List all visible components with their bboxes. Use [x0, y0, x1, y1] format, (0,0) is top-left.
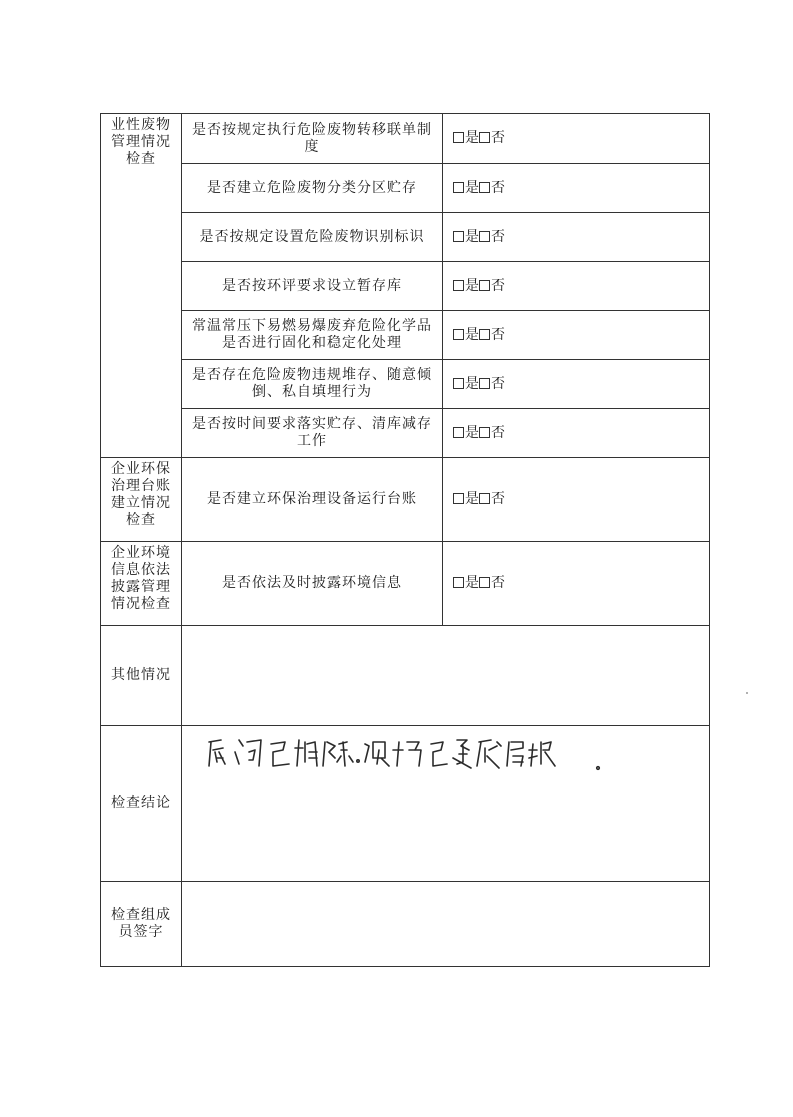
table-row — [101, 114, 710, 164]
no-label: 否 — [491, 179, 505, 196]
table-row — [101, 213, 710, 262]
other-value-cell[interactable] — [182, 626, 710, 726]
yes-label: 是 — [465, 375, 479, 392]
table-row — [101, 262, 710, 311]
no-label: 否 — [491, 375, 505, 392]
question-storage-clearance: 是否按时间要求落实贮存、清库减存工作 — [182, 409, 443, 458]
no-checkbox[interactable] — [479, 182, 490, 193]
handwritten-conclusion — [205, 728, 605, 778]
yes-checkbox[interactable] — [453, 182, 464, 193]
no-checkbox[interactable] — [479, 132, 490, 143]
no-label: 否 — [491, 130, 505, 146]
yes-checkbox[interactable] — [453, 493, 464, 504]
yes-label: 是 — [465, 228, 479, 245]
yes-checkbox[interactable] — [453, 378, 464, 389]
no-checkbox[interactable] — [479, 280, 490, 291]
no-checkbox[interactable] — [479, 577, 490, 588]
no-checkbox[interactable] — [479, 427, 490, 438]
yes-label: 是 — [465, 491, 479, 507]
yes-label: 是 — [465, 575, 479, 591]
no-label: 否 — [491, 277, 505, 294]
yes-no-options — [443, 262, 710, 311]
category-hazardous-waste: 业性废物管理情况检查 — [101, 114, 182, 458]
yes-checkbox[interactable] — [453, 280, 464, 291]
table-row — [101, 409, 710, 458]
question-transfer-manifest: 是否按规定执行危险废物转移联单制度 — [182, 114, 443, 164]
table-row — [101, 458, 710, 542]
question-illegal-dumping: 是否存在危险废物违规堆存、随意倾倒、私自填埋行为 — [182, 360, 443, 409]
no-label: 否 — [491, 424, 505, 441]
no-label: 否 — [491, 326, 505, 343]
yes-label: 是 — [465, 326, 479, 343]
conclusion-label: 检查结论 — [101, 726, 182, 882]
yes-checkbox[interactable] — [453, 427, 464, 438]
yes-label: 是 — [465, 424, 479, 441]
question-info-disclosure: 是否依法及时披露环境信息 — [182, 542, 443, 626]
table-row — [101, 542, 710, 626]
yes-no-options — [443, 114, 710, 164]
no-checkbox[interactable] — [479, 493, 490, 504]
yes-no-options — [443, 542, 710, 626]
signature-label: 检查组成员签字 — [101, 882, 182, 967]
yes-checkbox[interactable] — [453, 577, 464, 588]
yes-label: 是 — [465, 130, 479, 146]
yes-no-options — [443, 213, 710, 262]
yes-no-options — [443, 409, 710, 458]
scan-speck — [746, 692, 748, 694]
question-identification-marks: 是否按规定设置危险废物识别标识 — [182, 213, 443, 262]
signature-value-cell[interactable] — [182, 882, 710, 967]
yes-no-options — [443, 311, 710, 360]
no-checkbox[interactable] — [479, 378, 490, 389]
table-row — [101, 311, 710, 360]
category-env-disclosure: 企业环境信息依法披露管理情况检查 — [101, 542, 182, 626]
yes-checkbox[interactable] — [453, 329, 464, 340]
table-row — [101, 360, 710, 409]
yes-checkbox[interactable] — [453, 132, 464, 143]
question-temporary-storage: 是否按环评要求设立暂存库 — [182, 262, 443, 311]
category-env-ledger: 企业环保治理台账建立情况检查 — [101, 458, 182, 542]
table-row — [101, 626, 710, 726]
table-row — [101, 882, 710, 967]
no-label: 否 — [491, 491, 505, 507]
no-label: 否 — [491, 228, 505, 245]
yes-checkbox[interactable] — [453, 231, 464, 242]
no-checkbox[interactable] — [479, 231, 490, 242]
inspection-form-table — [100, 113, 710, 967]
yes-label: 是 — [465, 277, 479, 294]
table-row — [101, 164, 710, 213]
question-classified-storage: 是否建立危险废物分类分区贮存 — [182, 164, 443, 213]
question-solidification: 常温常压下易燃易爆废弃危险化学品是否进行固化和稳定化处理 — [182, 311, 443, 360]
no-checkbox[interactable] — [479, 329, 490, 340]
yes-label: 是 — [465, 179, 479, 196]
no-label: 否 — [491, 575, 505, 591]
yes-no-options — [443, 164, 710, 213]
yes-no-options — [443, 458, 710, 542]
question-equipment-ledger: 是否建立环保治理设备运行台账 — [182, 458, 443, 542]
yes-no-options — [443, 360, 710, 409]
other-label: 其他情况 — [101, 626, 182, 726]
